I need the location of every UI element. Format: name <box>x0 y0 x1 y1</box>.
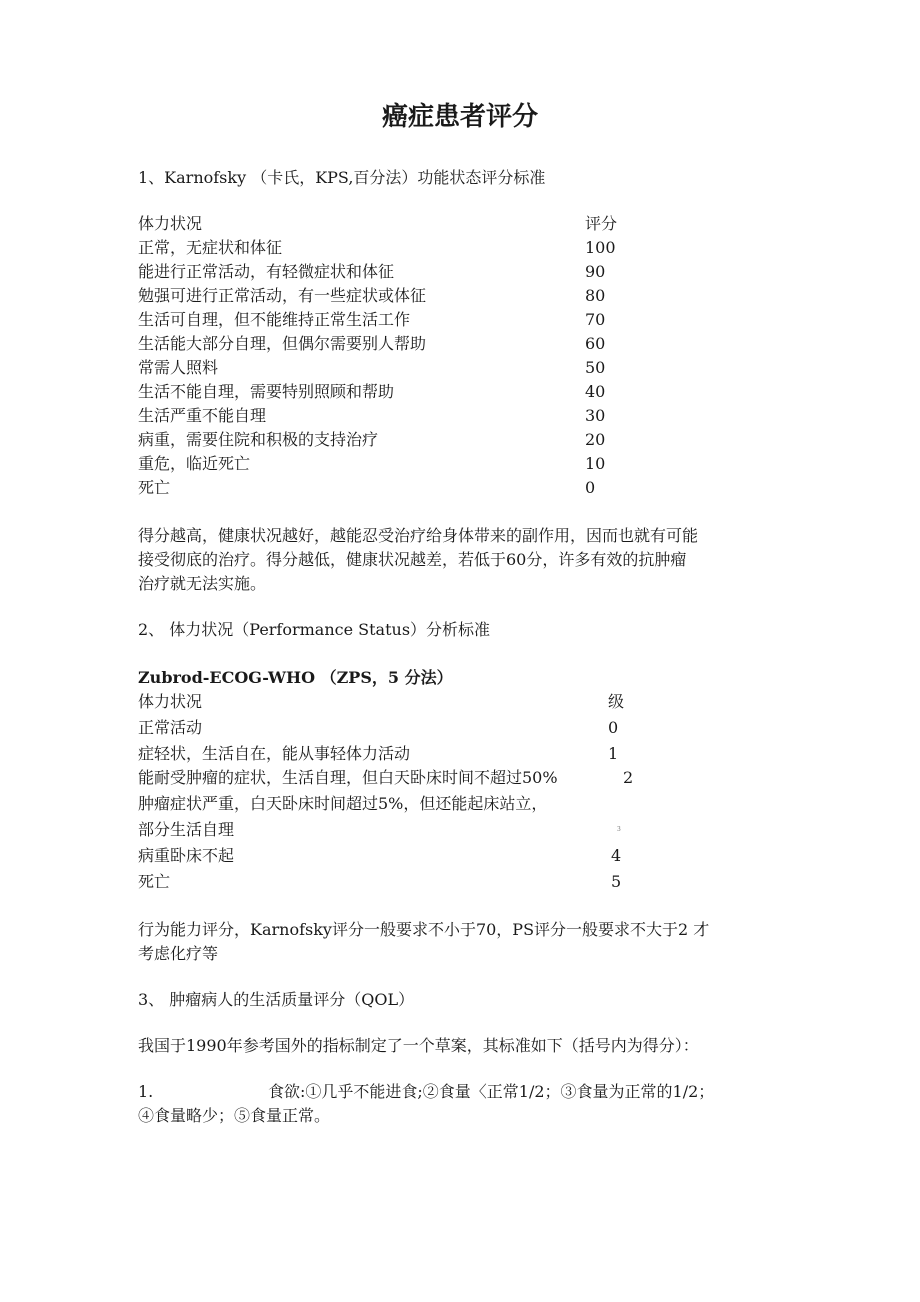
kps-row-label: 生活严重不能自理 <box>138 406 267 425</box>
section2-subheading: Zubrod-ECOG-WHO （ZPS，5 分法） <box>138 668 453 687</box>
ps-col-grade: 级 <box>608 692 625 711</box>
page-title: 癌症患者评分 <box>381 102 538 132</box>
kps-row-label: 生活不能自理，需要特别照顾和帮助 <box>138 382 395 401</box>
ps-row-label: 病重卧床不起 <box>138 846 235 865</box>
ps-note-line: 行为能力评分，Karnofsky评分一般要求不小于70，PS评分一般要求不大于2 才 <box>138 920 710 939</box>
kps-note-line: 治疗就无法实施。 <box>138 574 267 593</box>
kps-row-score: 100 <box>585 238 616 257</box>
ps-row-grade: 0 <box>608 718 619 737</box>
ps-row-label: 正常活动 <box>138 718 203 737</box>
kps-row-score: 60 <box>585 334 606 353</box>
kps-row-label: 能进行正常活动，有轻微症状和体征 <box>138 262 395 281</box>
kps-row-label: 正常，无症状和体征 <box>138 238 283 257</box>
ps-col-condition: 体力状况 <box>138 692 203 711</box>
qol-item1-number: 1. <box>138 1082 154 1101</box>
ps-note-line: 考虑化疗等 <box>138 944 219 963</box>
kps-row-score: 40 <box>585 382 606 401</box>
kps-row-label: 常需人照料 <box>138 358 219 377</box>
kps-row-score: 20 <box>585 430 606 449</box>
kps-note-line: 得分越高，健康状况越好，越能忍受治疗给身体带来的副作用，因而也就有可能 <box>138 526 699 545</box>
section1-heading: 1、Karnofsky （卡氏，KPS,百分法）功能状态评分标准 <box>138 168 546 187</box>
ps-row-grade: 4 <box>611 846 622 865</box>
kps-row-label: 勉强可进行正常活动，有一些症状或体征 <box>138 286 427 305</box>
qol-item1-line2: ④食量略少；⑤食量正常。 <box>138 1106 331 1125</box>
qol-item1-line1: 食欲:①几乎不能进食;②食量〈正常1/2；③食量为正常的1/2； <box>268 1082 715 1101</box>
section3-intro: 我国于1990年参考国外的指标制定了一个草案，其标准如下（括号内为得分）： <box>138 1036 699 1055</box>
kps-row-score: 80 <box>585 286 606 305</box>
kps-col-score: 评分 <box>585 214 618 233</box>
ps-row-label: 死亡 <box>138 872 171 891</box>
ps-row-grade: 3 <box>617 826 621 833</box>
kps-row-score: 30 <box>585 406 606 425</box>
kps-note-line: 接受彻底的治疗。得分越低，健康状况越差，若低于60分，许多有效的抗肿瘤 <box>138 550 687 569</box>
section3-heading: 3、 肿瘤病人的生活质量评分（QOL） <box>138 990 415 1009</box>
ps-row-grade: 5 <box>611 872 622 891</box>
ps-row-label: 症轻状，生活自在，能从事轻体力活动 <box>138 744 411 763</box>
kps-row-score: 10 <box>585 454 606 473</box>
ps-row-grade: 2 <box>623 768 634 787</box>
section2-heading: 2、 体力状况（Performance Status）分析标准 <box>138 620 491 639</box>
kps-col-condition: 体力状况 <box>138 214 203 233</box>
kps-row-score: 0 <box>585 478 596 497</box>
kps-row-label: 生活可自理，但不能维持正常生活工作 <box>138 310 411 329</box>
kps-row-label: 病重，需要住院和积极的支持治疗 <box>138 430 379 449</box>
kps-row-score: 90 <box>585 262 606 281</box>
ps-row-grade: 1 <box>608 744 619 763</box>
kps-row-label: 重危，临近死亡 <box>138 454 251 473</box>
ps-row-label: 肿瘤症状严重，白天卧床时间超过5%，但还能起床站立， <box>138 794 548 813</box>
ps-row-label: 部分生活自理 <box>138 820 235 839</box>
kps-row-score: 70 <box>585 310 606 329</box>
ps-row-label: 能耐受肿瘤的症状，生活自理，但白天卧床时间不超过50% <box>138 768 558 787</box>
kps-row-label: 生活能大部分自理，但偶尔需要别人帮助 <box>138 334 427 353</box>
kps-row-label: 死亡 <box>138 478 171 497</box>
kps-row-score: 50 <box>585 358 606 377</box>
